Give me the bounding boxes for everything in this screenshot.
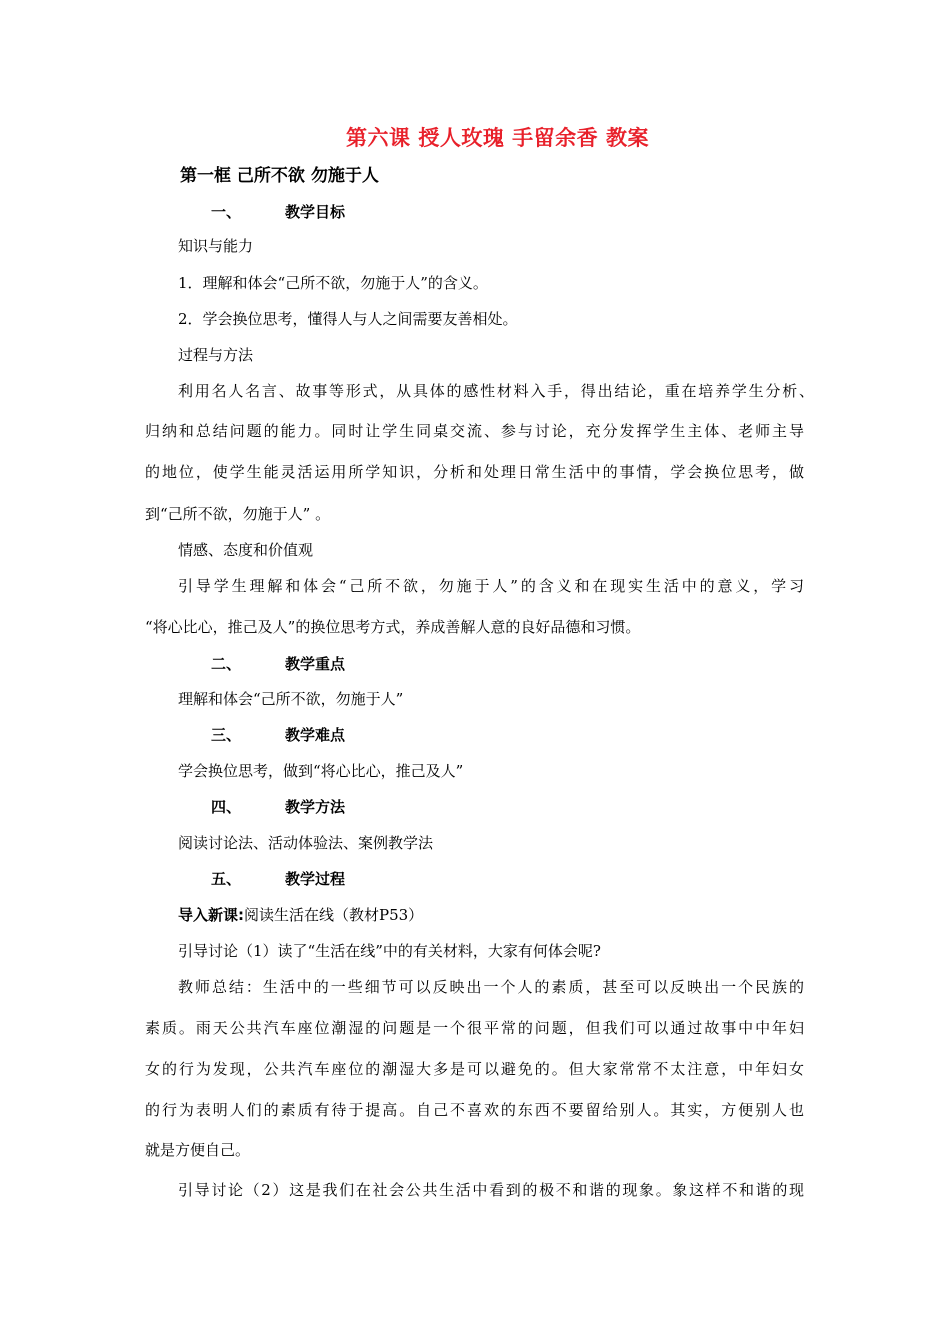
key-point-text: 理解和体会“己所不欲，勿施于人” [178, 690, 404, 708]
section-heading-difficulty [211, 725, 345, 745]
section-subtitle: 第一框 己所不欲 勿施于人 [180, 166, 379, 186]
section-number: 三、 [211, 726, 242, 744]
section-number: 四、 [211, 798, 242, 816]
section-heading-objectives [211, 202, 345, 222]
section-heading-method [211, 797, 345, 817]
section-number: 五、 [211, 870, 242, 888]
section-heading-key-point [211, 654, 345, 674]
process-heading: 过程与方法 [178, 346, 254, 364]
summary-line-1: 教师总结：生活中的一些细节可以反映出一个人的素质，甚至可以反映出一个民族的 [178, 978, 804, 996]
emotion-line-2: “将心比心，推己及人”的换位思考方式，养成善解人意的良好品德和习惯。 [145, 618, 641, 636]
section-number: 二、 [211, 655, 242, 673]
section-label: 教学目标 [285, 203, 346, 221]
intro-line [178, 905, 423, 925]
section-label: 教学难点 [285, 726, 346, 744]
summary-line-4: 的行为表明人们的素质有待于提高。自己不喜欢的东西不要留给别人。其实，方便别人也 [145, 1101, 804, 1119]
process-line-3: 的地位，使学生能灵活运用所学知识，分析和处理日常生活中的事情，学会换位思考，做 [145, 463, 804, 481]
knowledge-item-1: 1．理解和体会“己所不欲，勿施于人”的含义。 [178, 274, 488, 292]
intro-label: 导入新课: [178, 906, 244, 924]
method-text: 阅读讨论法、活动体验法、案例教学法 [178, 834, 434, 852]
page-title: 第六课 授人玫瑰 手留余香 教案 [346, 126, 649, 150]
summary-line-5: 就是方便自己。 [145, 1141, 251, 1159]
process-line-4: 到“己所不欲，勿施于人” 。 [145, 505, 331, 523]
process-line-1: 利用名人名言、故事等形式，从具体的感性材料入手，得出结论，重在培养学生分析、 [178, 382, 814, 400]
process-line-2: 归纳和总结问题的能力。同时让学生同桌交流、参与讨论，充分发挥学生主体、老师主导 [145, 422, 804, 440]
section-label: 教学重点 [285, 655, 346, 673]
emotion-line-1: 引导学生理解和体会“己所不欲，勿施于人”的含义和在现实生活中的意义，学习 [178, 577, 804, 595]
discussion-1: 引导讨论（1）读了“生活在线”中的有关材料，大家有何体会呢? [178, 942, 601, 960]
difficulty-text: 学会换位思考，做到“将心比心，推己及人” [178, 762, 464, 780]
knowledge-heading: 知识与能力 [178, 237, 254, 255]
emotion-heading: 情感、态度和价值观 [178, 541, 314, 559]
section-label: 教学方法 [285, 798, 346, 816]
discussion-2: 引导讨论（2）这是我们在社会公共生活中看到的极不和谐的现象。象这样不和谐的现 [178, 1181, 804, 1199]
knowledge-item-2: 2．学会换位思考，懂得人与人之间需要友善相处。 [178, 310, 518, 328]
section-heading-process [211, 869, 345, 889]
section-number: 一、 [211, 203, 242, 221]
section-label: 教学过程 [285, 870, 346, 888]
summary-line-3: 女的行为发现，公共汽车座位的潮湿大多是可以避免的。但大家常常不太注意，中年妇女 [145, 1060, 804, 1078]
intro-text: 阅读生活在线（教材P53） [244, 906, 424, 924]
summary-line-2: 素质。雨天公共汽车座位潮湿的问题是一个很平常的问题，但我们可以通过故事中中年妇 [145, 1019, 804, 1037]
